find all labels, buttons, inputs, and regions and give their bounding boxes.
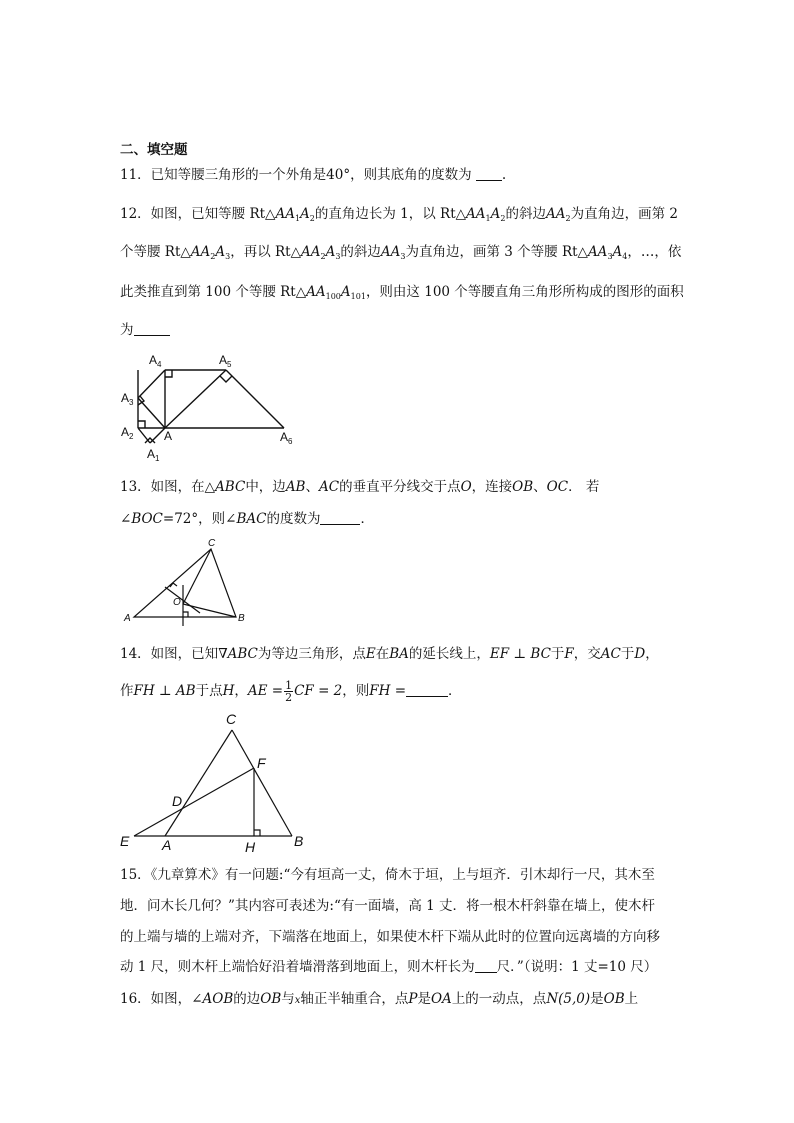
- q16-text-4: 轴正半轴重合，点: [300, 991, 409, 1007]
- q13-angle-sym: ∠: [120, 511, 132, 527]
- q14-label-a: A: [162, 837, 172, 853]
- q13-label-a: A: [124, 613, 131, 624]
- q13-label-b: B: [238, 613, 245, 624]
- q12-text-3: 的斜边: [505, 206, 546, 222]
- q12-text-11: ，则由这 100 个等腰直角三角形所构成的图形的面积: [365, 284, 684, 300]
- q16-p: P: [408, 991, 418, 1007]
- q14-e: E: [365, 646, 376, 662]
- q12-tri-aa3a4: $AA_3A_4$: [587, 244, 628, 261]
- question-12-line-4: [120, 321, 170, 339]
- q14-label-c: C: [226, 711, 237, 727]
- q16-n: N(5,0): [546, 991, 591, 1007]
- question-16-line-1: [120, 990, 638, 1010]
- q14-text-8: ，: [645, 646, 659, 662]
- q12-label-a6: $A_6$: [280, 430, 293, 446]
- q12-label-a2: $A_2$: [121, 425, 134, 441]
- q14-text-3: 在: [375, 646, 390, 662]
- q13-text-6: =72°，则∠: [162, 511, 237, 527]
- q14-ae: AE =: [247, 683, 284, 699]
- q12-tri-aa100a101: $AA_{100}A_{101}$: [306, 284, 366, 301]
- q13-text-4: ，连接: [471, 479, 513, 495]
- q14-label-e: E: [120, 833, 130, 849]
- question-15-line-3: 的上端与墙的上端对齐，下端落在地面上，如果使木杆下端从此时的位置向远离墙的方向移: [120, 929, 660, 945]
- q12-text-12: 为: [120, 322, 134, 338]
- q14-ba: BA: [389, 646, 409, 662]
- q12-label-a1: $A_1$: [147, 447, 160, 463]
- q13-ab: AB: [285, 479, 306, 495]
- q12-tri-aa2a3-b: $AA_2A_3$: [300, 244, 341, 261]
- q11-answer-blank[interactable]: [476, 167, 502, 181]
- q14-triangle: ∇ABC: [218, 646, 258, 662]
- q13-o: O: [460, 479, 472, 495]
- q13-bac: BAC: [236, 511, 267, 527]
- question-11: [120, 166, 506, 184]
- question-15-line-4: [120, 958, 657, 976]
- q12-text-7: 的斜边: [340, 244, 381, 260]
- q12-text-1: 12．如图，已知等腰 Rt△: [120, 206, 276, 222]
- q15-text-1: 动 1 尺，则木杆上端恰好沿着墙滑落到地面上，则木杆长为: [120, 959, 475, 975]
- q14-label-f: F: [257, 755, 266, 771]
- q14-text-7: 于: [620, 646, 635, 662]
- q11-end: .: [501, 167, 507, 183]
- q13-text-1: 13．如图，在△: [120, 479, 216, 495]
- question-13-line-1: 13．如图，在△ABC中，边AB、AC的垂直平分线交于点O，连接OB、OC． 若: [120, 479, 600, 495]
- q13-label-c: C: [208, 538, 216, 549]
- q13-text-8: ．: [360, 511, 374, 527]
- q12-label-a: A: [164, 429, 173, 443]
- q12-tri-aa1a2-b: $AA_1A_2$: [466, 206, 506, 223]
- q13-ac: AC: [318, 479, 340, 495]
- question-12-line-1: [120, 205, 678, 228]
- q12-text-4: 为直角边，画第 2: [570, 206, 678, 222]
- q13-abc: ABC: [215, 479, 246, 495]
- q14-text-2: 为等边三角形，点: [257, 646, 366, 662]
- q15-answer-blank[interactable]: [475, 959, 497, 973]
- q11-text: 11．已知等腰三角形的一个外角是40°，则其底角的度数为: [120, 167, 476, 183]
- q16-ob: OB: [260, 991, 282, 1007]
- q14-text-13: ．: [448, 683, 462, 699]
- q13-sep: 、: [305, 479, 319, 495]
- q12-answer-blank[interactable]: [134, 322, 170, 336]
- q14-text-9: 作: [120, 683, 134, 699]
- q12-text-10: 此类推直到第 100 个等腰 Rt△: [120, 284, 307, 300]
- q14-h: H: [222, 683, 235, 699]
- q13-text-5: ． 若: [568, 479, 600, 495]
- q14-answer-blank[interactable]: [406, 683, 448, 697]
- question-15-line-1: 15．《九章算术》有一问题:“今有垣高一丈，倚木于垣，上与垣齐．引木却行一尺，其木至: [120, 867, 655, 883]
- q13-text-2: 中，边: [245, 479, 286, 495]
- q13-text-7: 的度数为: [266, 511, 321, 527]
- q16-text-6: 上的一动点，点: [451, 991, 547, 1007]
- q12-seg-aa3: $AA_3$: [380, 244, 406, 261]
- q16-text-3: 与: [281, 991, 295, 1007]
- q14-text-5: 于: [550, 646, 565, 662]
- q14-ef-perp-bc: EF ⊥ BC: [489, 646, 551, 662]
- q14-fraction: $\frac{1}{2}$: [285, 679, 293, 704]
- q14-text-12: ，则: [342, 683, 370, 699]
- q14-label-b: B: [294, 833, 304, 849]
- q14-cf: CF = 2: [294, 683, 343, 699]
- q14-d: D: [634, 646, 646, 662]
- q13-answer-blank[interactable]: [320, 511, 360, 525]
- q16-text-8: 上: [624, 991, 639, 1007]
- q13-text-3: 的垂直平分线交于点: [339, 479, 461, 495]
- q12-text-8: 为直角边，画第 3 个等腰 Rt△: [405, 244, 588, 260]
- question-14-line-2: [120, 680, 462, 703]
- q14-f: F: [564, 646, 574, 662]
- q13-ob: OB: [512, 479, 534, 495]
- q12-text-6: ，再以 Rt△: [230, 244, 301, 260]
- q14-text-11: ，: [234, 683, 248, 699]
- q12-seg-aa2: $AA_2$: [545, 206, 571, 223]
- q12-tri-aa1a2: $AA_1A_2$: [275, 206, 315, 223]
- q12-tri-aa2a3: $AA_2A_3$: [190, 244, 231, 261]
- q16-text-1: 16．如图，: [120, 991, 192, 1007]
- q15-text-2: 尺．”（说明：1 丈=10 尺）: [496, 959, 658, 975]
- q13-boc: BOC: [131, 511, 163, 527]
- section-title: 二、填空题: [120, 142, 188, 158]
- q14-label-h: H: [245, 839, 256, 855]
- q12-text-9: ，…，依: [627, 244, 682, 260]
- q14-text-4: 的延长线上，: [408, 646, 490, 662]
- q14-fh: FH =: [369, 683, 407, 699]
- q16-text-7: 是: [590, 991, 604, 1007]
- q12-text-5: 个等腰 Rt△: [120, 244, 191, 260]
- question-15-line-2: 地．问木长几何？”其内容可表述为:“有一面墙，高 1 丈．将一根木杆斜靠在墙上，使木杆: [120, 898, 656, 914]
- q13-label-o: O: [173, 597, 181, 608]
- q12-label-a4: $A_4$: [149, 353, 162, 369]
- q14-text-1: 14．如图，已知: [120, 646, 219, 662]
- q16-text-5: 是: [417, 991, 431, 1007]
- q12-text-2: 的直角边长为 1，以 Rt△: [314, 206, 467, 222]
- q16-text-2: 的边: [233, 991, 261, 1007]
- q16-x: x: [294, 995, 301, 1006]
- q14-fh-perp-ab: FH ⊥ AB: [133, 683, 196, 699]
- q16-angle-aob: ∠AOB: [191, 991, 234, 1007]
- question-12-line-3: [120, 283, 684, 306]
- q13-oc: OC: [546, 479, 569, 495]
- question-13-line-2: [120, 510, 374, 528]
- question-12-line-2: [120, 243, 681, 266]
- q16-oa: OA: [430, 991, 452, 1007]
- q14-text-6: ，交: [573, 646, 601, 662]
- q12-label-a3: $A_3$: [121, 391, 134, 407]
- q14-text-10: 于点: [195, 683, 223, 699]
- q14-ac: AC: [600, 646, 621, 662]
- q16-ob-2: OB: [603, 991, 625, 1007]
- q12-label-a5: $A_5$: [219, 353, 232, 369]
- question-14-line-1: [120, 645, 659, 663]
- q14-label-d: D: [172, 793, 183, 809]
